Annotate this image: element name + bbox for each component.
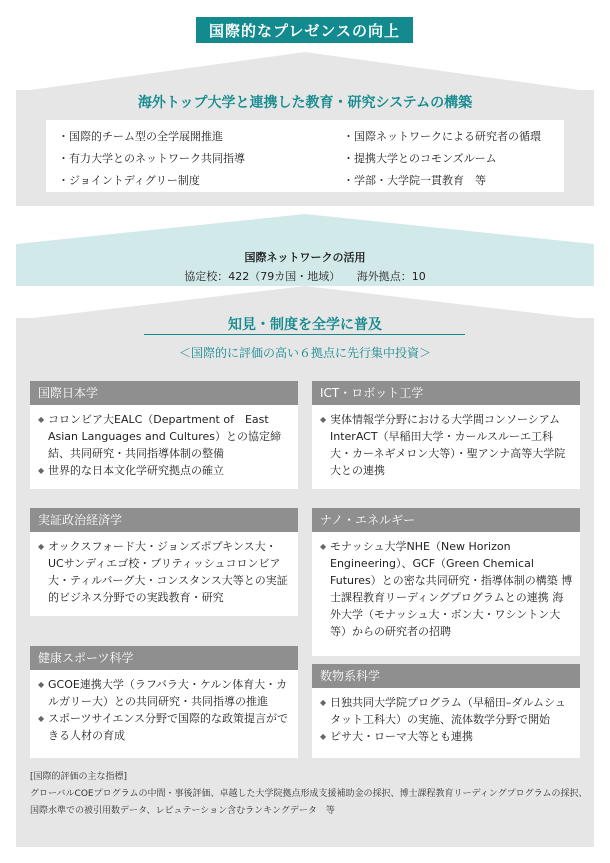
diamond-bullet-icon: ◆ [320,732,327,741]
top-right-list [343,126,541,192]
panel-health-sports [30,646,298,758]
diamond-bullet-icon: ◆ [38,466,45,475]
knowledge-heading: 知見・制度を全学に普及 [228,317,382,333]
panel-japanese-studies [30,381,298,489]
network-title: 国際ネットワークの活用 [244,251,366,264]
panel-title: ICT・ロボット工学 [312,381,580,405]
network-band [16,244,594,286]
diamond-bullet-icon: ◆ [320,698,327,707]
diamond-bullet-icon: ◆ [38,415,45,424]
panel-title: 実証政治経済学 [30,508,298,532]
roof-top [16,50,594,92]
panel-title: ナノ・エネルギー [312,508,580,532]
diamond-bullet-icon: ◆ [320,415,327,424]
panel-mathematical-sciences [312,664,580,758]
top-section-heading: 海外トップ大学と連携した教育・研究システムの構築 [137,95,473,111]
panel-title: 健康スポーツ科学 [30,646,298,670]
panel-political-economy [30,508,298,616]
list-item: ◆ スポーツサイエンス分野で国際的な政策提言ができる人材の育成 [38,712,289,742]
panel-title: 国際日本学 [30,381,298,405]
panel-title: 数物系科学 [312,664,580,688]
panel-body [312,688,580,758]
footnote [30,769,590,820]
footnote-title: [国際的評価の主な指標] [30,772,128,782]
panel-ict-robotics [312,381,580,489]
list-item: ・有力大学とのネットワーク共同指導 [58,152,245,165]
network-stats: 協定校：422（79カ国・地域） 海外拠点：10 [184,270,426,283]
page-title: 国際的なプレゼンスの向上 [196,17,413,43]
list-item: ・国際的チーム型の全学展開推進 [58,130,223,143]
panel-body [312,405,580,489]
diamond-bullet-icon: ◆ [320,542,327,551]
list-item: ・国際ネットワークによる研究者の循環 [343,130,541,143]
panel-body [30,670,298,758]
knowledge-subheading: ＜国際的に評価の高い６拠点に先行集中投資＞ [178,346,431,360]
footnote-text: グローバルCOEプログラムの中間・事後評価、卓越した大学院拠点形成支援補助金の採択、博士課程教育リーディングプログラムの採択、国際水準での被引用数データ、レピュテーション含むランキングデータ 等 [30,789,588,816]
diamond-bullet-icon: ◆ [38,714,45,723]
list-item: ・提携大学とのコモンズルーム [343,152,497,165]
panel-body [30,532,298,616]
list-item: ・学部・大学院一貫教育 等 [343,174,486,187]
panel-body [312,532,580,656]
list-item: ◆ オックスフォード大・ジョンズポプキンス大・UCサンディエゴ校・ブリティッシュコロンビア大・ティルバーグ大・コンスタンス大等との実証的ビジネス分野での実践教育・研究 [38,540,288,604]
diamond-bullet-icon: ◆ [38,680,45,689]
top-left-list [58,126,245,192]
divider [144,334,465,335]
list-item: ◆ 実体情報学分野における大学間コンソーシアムInterACT（早稲田大学・カールスルーエ工科大・カーネギメロン大等）・聖アンナ高等大学院大との連携 [320,413,566,477]
list-item: ◆ 日独共同大学院プログラム（早稲田–ダルムシュタット工科大）の実施、流体数学分野で開始 [320,696,566,726]
list-item: ◆ コロンビア大EALC（Department of East Asian Languages and Cultures）との協定締結、共同研究・共同指導体制の整備 [38,413,281,460]
list-item: ・ジョイントディグリー制度 [58,174,200,187]
list-item: ◆ ピサ大・ローマ大等とも連携 [320,730,473,743]
panel-body [30,405,298,489]
list-item: ◆ モナッシュ大学NHE（New Horizon Engineering）、GCF（Green Chemical Futures）との密な共同研究・指導体制の構築 博士課程教育リーディングプログラムとの連携 海外大学（モナッシュ大・ボン大・ワシントン大等）からの研究者の招聘 [320,540,573,638]
list-item: ◆ GCOE連携大学（ラフバラ大・ケルン体育大・カルガリー大）との共同研究・共同指導の推進 [38,678,288,708]
list-item: ◆ 世界的な日本文化学研究拠点の確立 [38,464,224,477]
panel-nano-energy [312,508,580,656]
diamond-bullet-icon: ◆ [38,542,45,551]
roof-network [16,214,594,244]
